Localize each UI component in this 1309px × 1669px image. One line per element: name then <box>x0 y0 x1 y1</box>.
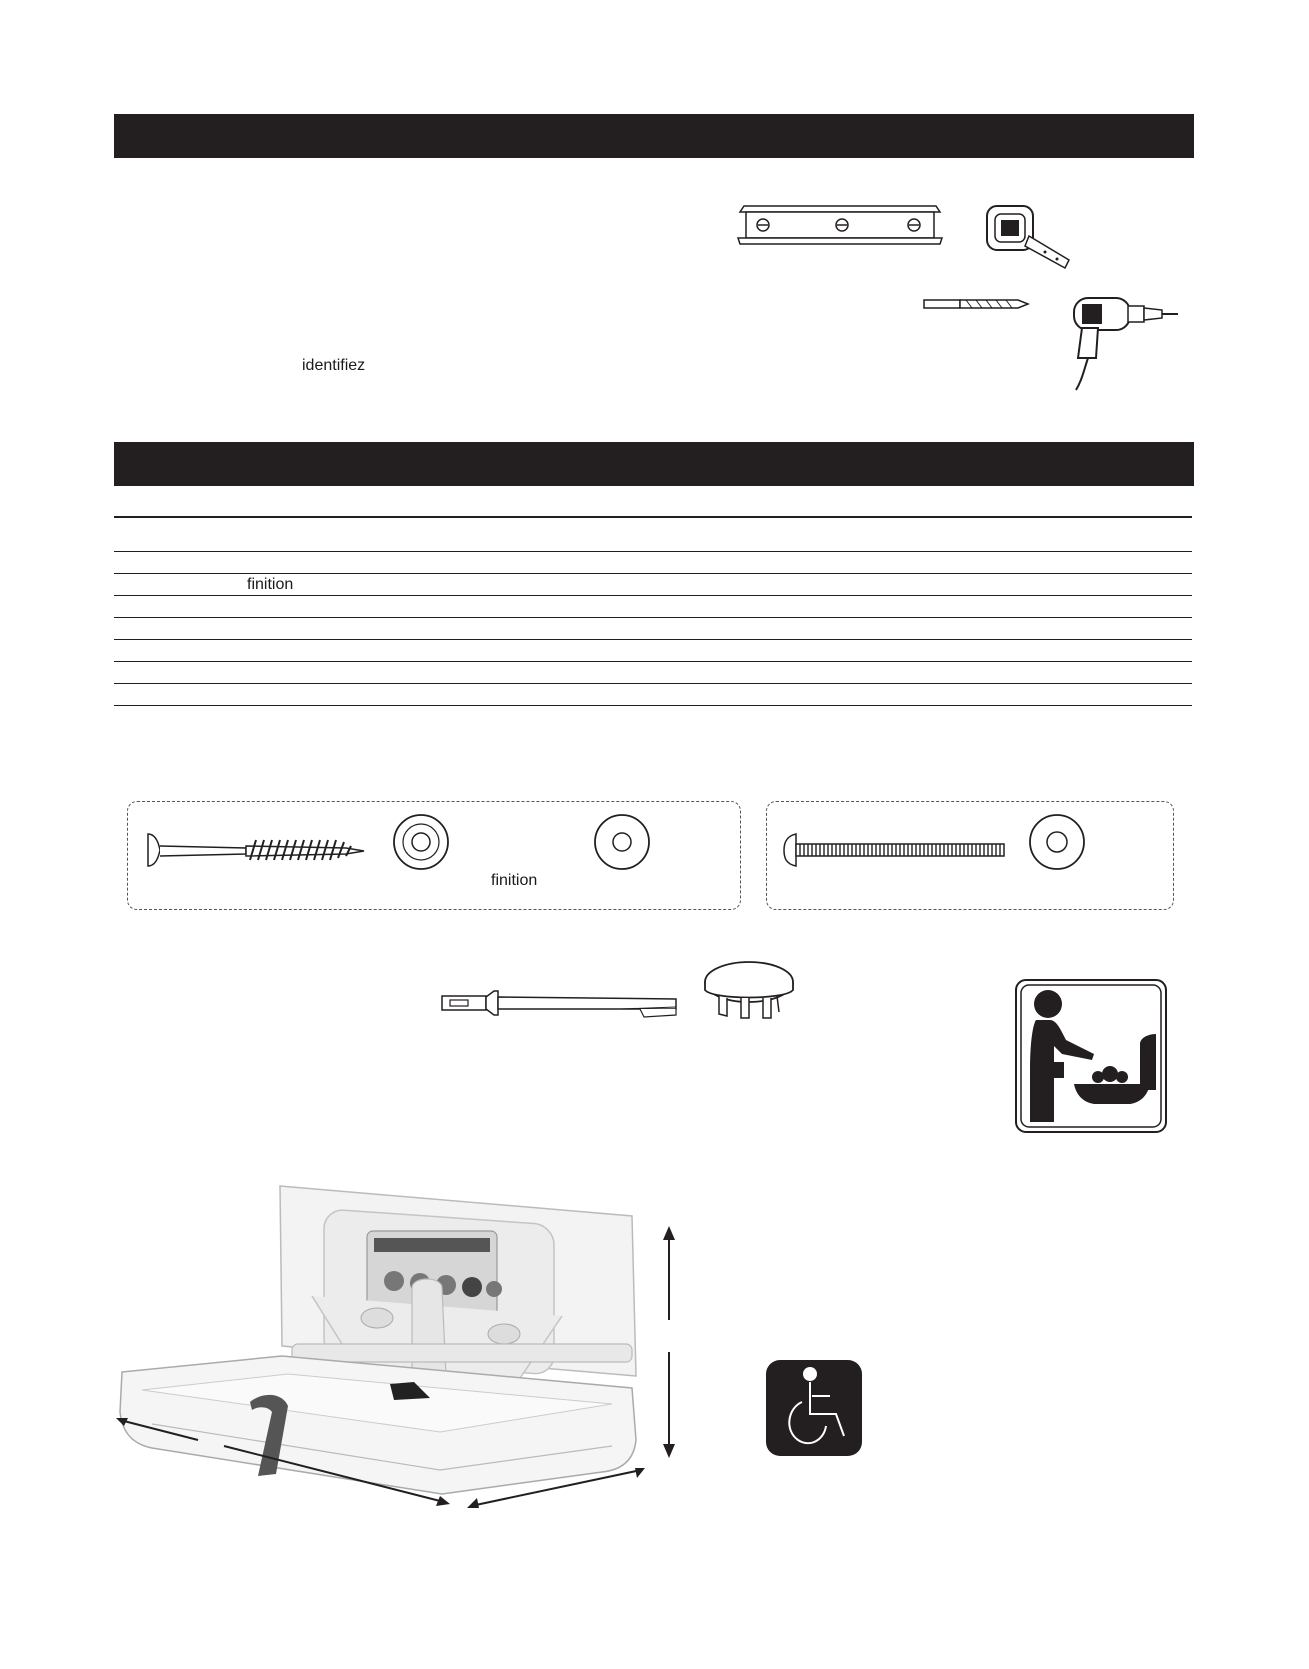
table-rule-bottom <box>114 705 1192 706</box>
machine-bolt-icon <box>782 830 1006 872</box>
section-header-bar-parts <box>114 442 1194 486</box>
identify-text: identifiez <box>302 357 366 374</box>
flat-washer-icon <box>593 813 651 871</box>
table-rule <box>114 617 1192 618</box>
section-header-bar-tools <box>114 114 1194 158</box>
hardware-label-finition: finition <box>491 872 538 889</box>
height-dimension-arrow <box>660 1224 678 1460</box>
depth-dimension-arrow <box>465 1464 647 1510</box>
table-cell-finition: finition <box>247 576 294 593</box>
table-rule <box>114 661 1192 662</box>
wall-anchor-icon <box>440 985 680 1021</box>
table-rule <box>114 639 1192 640</box>
table-rule <box>114 551 1192 552</box>
table-rule <box>114 683 1192 684</box>
level-tool-icon <box>736 204 944 246</box>
table-rule-top <box>114 516 1192 518</box>
finish-washer-icon <box>392 813 450 871</box>
wood-screw-icon <box>146 830 366 872</box>
width-dimension-arrow <box>114 1414 454 1514</box>
power-drill-icon <box>1062 292 1180 392</box>
hole-plug-icon <box>703 960 795 1022</box>
table-rule <box>114 595 1192 596</box>
drill-bit-icon <box>922 296 1030 312</box>
table-rule <box>114 573 1192 574</box>
wheelchair-icon <box>766 1360 862 1456</box>
baby-changing-sign-icon <box>1014 978 1168 1134</box>
tape-measure-icon <box>985 200 1071 276</box>
bolt-washer-icon <box>1028 813 1086 871</box>
